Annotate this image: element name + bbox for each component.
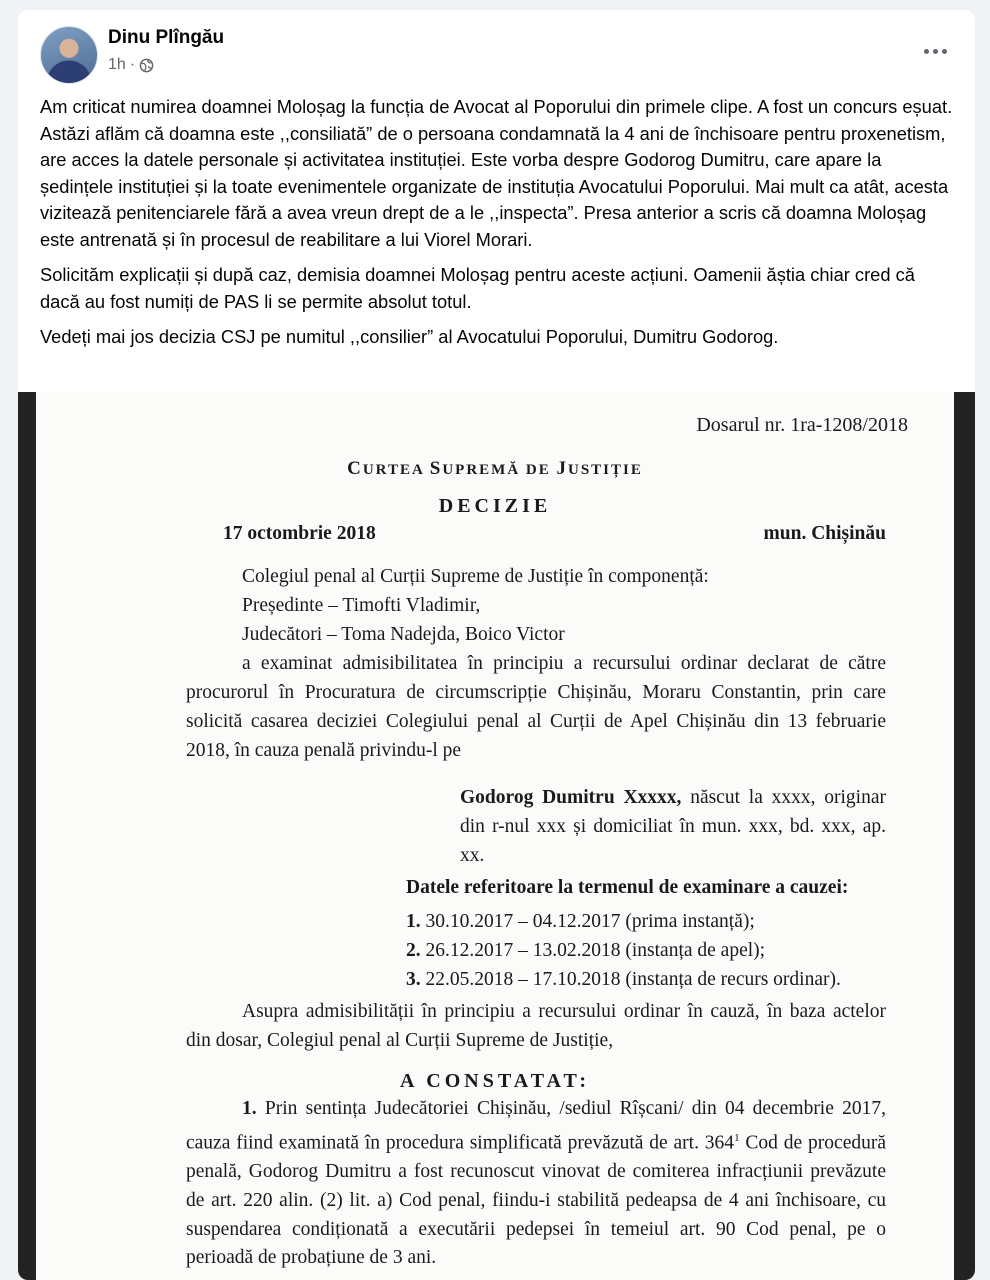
term-item: 1. 30.10.2017 – 04.12.2017 (prima instanță); [406,911,755,932]
post-header [18,10,975,90]
meta-separator: · [129,56,136,73]
author-avatar[interactable] [40,26,98,84]
term-item: 2. 26.12.2017 – 13.02.2018 (instanța de apel); [406,940,766,961]
more-options-icon[interactable] [917,36,953,66]
post-text [40,94,955,360]
post-image[interactable] [18,392,975,1280]
globe-icon[interactable] [139,58,154,73]
post-paragraph: Vedeți mai jos decizia CSJ pe numitul ,,consilier” al Avocatului Poporului, Dumitru Godorog. [40,326,779,347]
post-paragraph: Solicităm explicații și după caz, demisia doamnei Moloșag pentru aceste acțiuni. Oamenii ăștia chiar cred că dacă au fost numiți de PAS li se permite absolut totul. [40,264,915,312]
court-name: CURTEA SUPREMĂ DE JUSTIȚIE [347,458,643,479]
terms-title: Datele referitoare la termenul de examinare a cauzei: [406,877,849,898]
composition-line: Colegiul penal al Curții Supreme de Justiție în componență: [242,566,709,587]
admissibility-text: Asupra admisibilității în principiu a recursului ordinar în cauză, în baza actelor din dosar, Colegiul penal al Curții Supreme de Justiție, [186,1001,886,1051]
examined-text: procurorul în Procuratura de circumscripție Chișinău, Moraru Constantin, prin care solicită casarea deciziei Colegiului penal al Curții de Apel Chișinău din 13 februarie 2018, în cauza penală privindu-l pe [186,682,886,761]
post-paragraph: Am criticat numirea doamnei Moloșag la funcția de Avocat al Poporului din primele clipe. A fost un concurs eșuat. Astăzi aflăm că doamna este ,,consiliată” de o persoana condamnată la 4 ani de închisoare pentru proxenetism, are acces la datele personale și activitatea instituției. Este vorba despre Godorog Dumitru, care apare la ședințele instituției și la toate evenimentele organizate de instituția Avocatului Poporului. Mai mult ca atât, acesta vizitează penitenciarele fără a avea vreun drept de a le ,,inspecta”. Presa anterior a scris că doamna Moloșag este antrenată și în procesul de reabilitare a lui Viorel Morari. [40,96,953,250]
post-time[interactable]: 1h [108,56,126,73]
point-1: 1. Prin sentința Judecătoriei Chișinău, /sediul Rîșcani/ din 04 decembrie 2017, cauza fiind examinată în procedura simplificată prevăzută de art. $364^1$ Cod de procedură penală, Godorog Dumitru a fost recunoscut vinovat de comiterea infracțiunii prevăzute de art. 220 alin. (2) lit. a) Cod penal, fiindu-i stabilită pedeapsa de 4 ani închisoare, cu suspendarea condiționată a executării pedepsei în temeiul art. 90 Cod penal, pe o perioadă de probațiune de 3 ani. [186,1098,886,1269]
composition [186,562,886,765]
court-decision-document [36,392,954,1280]
case-number: Dosarul nr. 1ra-1208/2018 [696,414,908,436]
author-name[interactable]: Dinu Plîngău [108,27,225,48]
post-card [18,10,975,1280]
section-constatat: A CONSTATAT: [399,1070,591,1092]
post-meta [108,56,154,74]
term-item: 3. 22.05.2018 – 17.10.2018 (instanța de recurs ordinar). [406,969,841,990]
examined-line: a examinat admisibilitatea în principiu a recursului ordinar declarat de către [242,653,886,674]
decision-date: 17 octombrie 2018 [223,523,376,544]
decision-city: mun. Chișinău [763,523,886,544]
composition-line: Președinte – Timofti Vladimir, [242,595,481,616]
composition-line: Judecători – Toma Nadejda, Boico Victor [242,624,565,645]
decision-title: DECIZIE [438,495,552,517]
defendant: Godorog Dumitru Xxxxx, născut la xxxx, originar din r-nul xxx și domiciliat în mun. xxx, bd. xxx, ap. xx. [460,787,886,866]
